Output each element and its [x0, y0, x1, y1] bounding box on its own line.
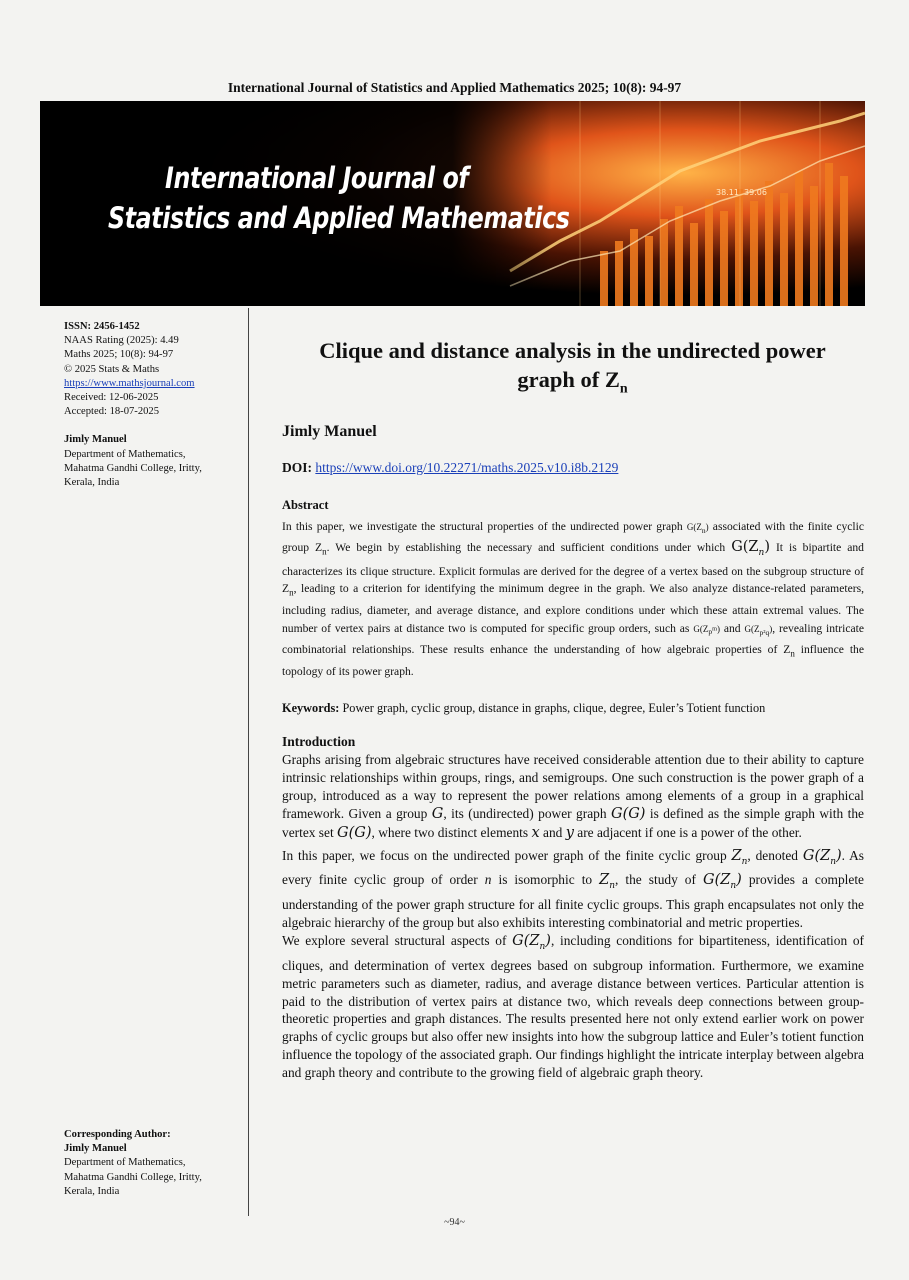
author-name: Jimly Manuel	[282, 423, 377, 440]
abstract-heading: Abstract	[282, 498, 329, 512]
keywords-text: Power graph, cyclic group, distance in graphs, clique, degree, Euler’s Totient function	[342, 701, 766, 715]
running-head: International Journal of Statistics and Applied Mathematics 2025; 10(8): 94-97	[227, 80, 682, 95]
introduction-heading: Introduction	[282, 734, 356, 749]
sidebar-affiliation: Kerala, India	[64, 477, 120, 489]
column-divider	[248, 308, 249, 1216]
accepted-date: Accepted: 18-07-2025	[64, 406, 160, 418]
copyright: © 2025 Stats & Maths	[64, 363, 160, 375]
corresponding-name: Jimly Manuel	[64, 1143, 127, 1155]
banner-title-line1: International Journal of	[165, 161, 469, 195]
journal-banner	[40, 101, 865, 306]
sidebar-affiliation: Department of Mathematics,	[64, 448, 186, 460]
corresponding-author	[64, 1128, 202, 1199]
corresponding-affiliation: Department of Mathematics,	[64, 1157, 186, 1169]
intro-paragraph: Graphs arising from algebraic structures have received considerable attention due to their ability to capture intrinsic relationships within groups, rings, and semigroups. One such construction is the power graph of a group, introduced as a way to represent the power relations among elements of a group in a graphical framework. Given a group G, its (undirected) power graph G(G) is defined as the simple graph with the vertex set G(G), where two distinct elements x and y are adjacent if one is a power of the other.	[282, 752, 864, 841]
corresponding-affiliation: Mahatma Gandhi College, Iritty,	[64, 1171, 202, 1183]
banner-tick-label: 38.11	[716, 188, 739, 197]
naas-rating: NAAS Rating (2025): 4.49	[64, 335, 179, 347]
doi-label: DOI:	[282, 460, 312, 475]
intro-paragraph: We explore several structural aspects of $G(Z_n)$, including conditions for bipartiteness, identification of cliques, and determination of vertex degrees based on subgroup information. Furthermore, we examine metric parameters such as diameter, radius, and average distance between vertices. Particular attention is paid to the distribution of vertex pairs at distance two, which reveals deep connections between group-theoretic properties and graph distances. The results presented here not only extend earlier work on power graphs of cyclic groups but also offer new insights into how the subgroup lattice and Euler’s totient function influence the topology of the associated graph. Our findings highlight the intricate interplay between algebra and graph theory and contribute to the growing field of algebraic graph theory.	[282, 932, 864, 1081]
doi	[282, 460, 618, 476]
sidebar-affiliation: Mahatma Gandhi College, Iritty,	[64, 462, 202, 474]
paper-title: Clique and distance analysis in the undirected power graph of $Z_n$	[319, 338, 826, 397]
intro-paragraph: In this paper, we focus on the undirected power graph of the finite cyclic group $Z_n$, denoted $G(Z_n)$. As every finite cyclic group of order n is isomorphic to $Z_n$, the study of $G(Z_n)$ provides a complete understanding of the power graph structure for all finite cyclic groups. This graph encapsulates not only the algebraic hierarchy of the group but also exhibits interesting combinatorial and metric properties.	[282, 847, 865, 931]
keywords	[282, 701, 765, 716]
banner-title-line2: Statistics and Applied Mathematics	[108, 201, 570, 235]
keywords-label: Keywords:	[282, 701, 340, 715]
issn: ISSN: 2456-1452	[64, 321, 140, 332]
introduction-body	[282, 751, 864, 1082]
corresponding-affiliation: Kerala, India	[64, 1185, 120, 1197]
journal-link[interactable]: https://www.mathsjournal.com	[64, 377, 195, 389]
doi-link[interactable]: https://www.doi.org/10.22271/maths.2025.v10.i8b.2129	[315, 460, 619, 475]
article-info-sidebar	[64, 320, 244, 490]
corresponding-label: Corresponding Author:	[64, 1129, 171, 1140]
received-date: Received: 12-06-2025	[64, 392, 159, 404]
abstract-body: In this paper, we investigate the structural properties of the undirected power graph $G(Z_n)$ associated with the finite cyclic group $Z_n$. We begin by establishing the necessary and sufficient conditions under which $G(Z_n)$ It is bipartite and characterizes its clique structure. Explicit formulas are derived for the degree of a vertex based on the subgroup structure of $Z_n$, leading to a criterion for identifying the minimum degree in the graph. We also analyze distance-related parameters, including radius, diameter, and average distance, and explore conditions under which these attain extremal values. The number of vertex pairs at distance two is computed for specific group orders, such as $G(Z_{p^m})$ and $G(Z_{p^2q})$, revealing intricate combinatorial relationships. These results enhance the understanding of how algebraic properties of $Z_n$ influence the topology of its power graph.	[282, 520, 865, 678]
citation: Maths 2025; 10(8): 94-97	[64, 349, 174, 361]
page-number: ~94~	[444, 1217, 465, 1228]
banner-tick-label: 39.06	[744, 188, 767, 197]
sidebar-author-name: Jimly Manuel	[64, 434, 127, 446]
